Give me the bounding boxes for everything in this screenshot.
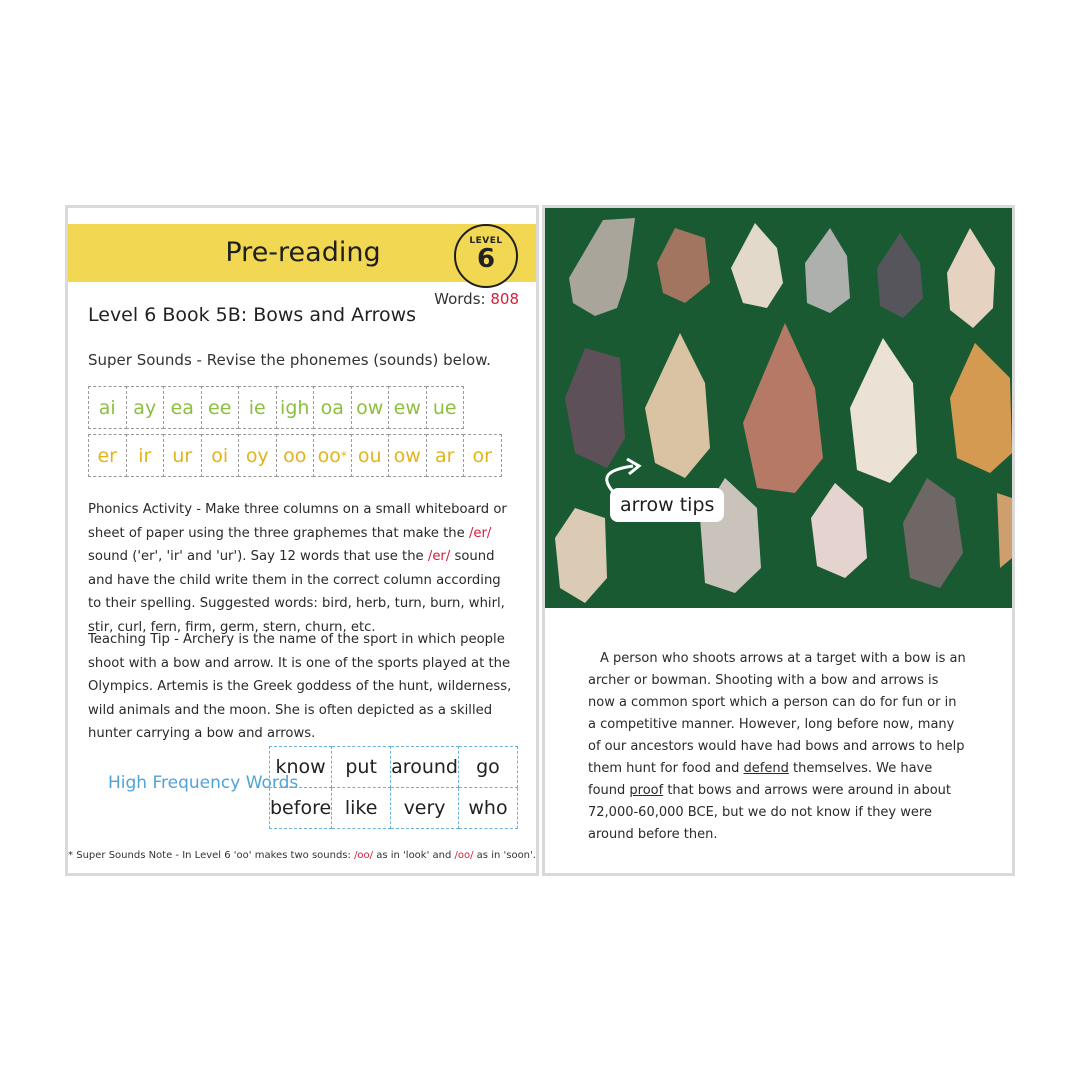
teaching-tip: Teaching Tip - Archery is the name of the sport in which people shoot with a bow and arrow. It is one of the sports played at the Olympics. Artemis is the Greek goddess of the hunt, wilderness, wild animals and the moon. She is often depicted as a skilled hunter carrying a bow and arrows.	[88, 632, 512, 741]
phoneme-text: ir	[138, 445, 152, 467]
phoneme-cell	[276, 434, 315, 477]
high-frequency-words-table	[269, 746, 518, 829]
er-phoneme: /er/	[468, 525, 492, 541]
pre-reading-page	[65, 205, 539, 876]
phoneme-cell	[313, 386, 352, 429]
phoneme-text: ea	[170, 397, 194, 419]
phoneme-cell	[426, 386, 465, 429]
arrowheads-photo	[545, 208, 1012, 608]
phoneme-cell	[163, 434, 202, 477]
story-page	[542, 205, 1015, 876]
phoneme-cell	[276, 386, 315, 429]
phoneme-text: ar	[435, 445, 455, 467]
hfw-word: go	[458, 747, 517, 788]
phoneme-cell	[351, 434, 390, 477]
phonics-text-2: sound ('er', 'ir' and 'ur'). Say 12 words that use the	[88, 549, 428, 564]
level-badge	[454, 224, 518, 288]
phoneme-cell	[163, 386, 202, 429]
phoneme-text: oa	[320, 397, 344, 419]
hfw-word: know	[270, 747, 332, 788]
footnote-text-3: as in 'soon'.	[473, 850, 536, 861]
phoneme-text: ou	[357, 445, 382, 467]
footnote-text-1: * Super Sounds Note - In Level 6 'oo' makes two sounds:	[68, 850, 355, 861]
phoneme-text: ue	[432, 397, 457, 419]
phoneme-text: ai	[98, 397, 116, 419]
word-count	[434, 290, 519, 308]
hfw-word: very	[391, 788, 459, 829]
words-label: Words:	[434, 290, 486, 308]
phoneme-cell	[88, 386, 127, 429]
phoneme-text: igh	[280, 397, 310, 419]
phoneme-cell	[126, 434, 165, 477]
hfw-word: who	[458, 788, 517, 829]
story-text-2: themselves. We have found	[588, 761, 933, 798]
asterisk-icon: *	[340, 449, 347, 463]
phoneme-text: oi	[211, 445, 229, 467]
level-number: 6	[476, 244, 496, 274]
phoneme-text: ow	[393, 445, 421, 467]
phoneme-text: ur	[172, 445, 193, 467]
arrow-tips-label: arrow tips	[610, 488, 724, 522]
level-label: LEVEL	[469, 236, 503, 246]
phoneme-cell	[201, 434, 240, 477]
phoneme-cell	[388, 434, 427, 477]
phonics-text-1: Phonics Activity - Make three columns on a small whiteboard or sheet of paper using the three graphemes that make the	[88, 502, 507, 541]
hfw-word: like	[332, 788, 391, 829]
super-sounds-footnote	[68, 850, 536, 861]
story-text-3: that bows and arrows were around in about 72,000-60,000 BCE, but we do not know if they were around before then.	[588, 783, 951, 842]
phoneme-cell	[88, 434, 127, 477]
sounds-row-green	[88, 386, 463, 429]
phoneme-cell	[388, 386, 427, 429]
phonics-text-3: sound and have the child write them in the correct column according to their spelling. Suggested words: bird, herb, turn, burn, whirl, stir, curl, fern, firm, germ, stern, churn, etc.	[88, 549, 505, 635]
phoneme-text: ay	[133, 397, 157, 419]
words-count-value: 808	[490, 290, 519, 308]
phoneme-text: ow	[356, 397, 384, 419]
phoneme-cell	[238, 386, 277, 429]
phoneme-text: or	[472, 445, 492, 467]
phoneme-text: ew	[393, 397, 421, 419]
high-frequency-words-label: High Frequency Words	[108, 773, 299, 793]
phoneme-text: er	[97, 445, 117, 467]
hfw-word: before	[270, 788, 332, 829]
hfw-word: around	[391, 747, 459, 788]
phoneme-text: ie	[248, 397, 266, 419]
footnote-text-2: as in 'look' and	[373, 850, 455, 861]
phoneme-text: ee	[208, 397, 232, 419]
oo-phoneme: /oo/	[354, 850, 374, 861]
er-phoneme: /er/	[427, 549, 451, 564]
phoneme-cell	[463, 434, 502, 477]
phonics-activity	[88, 498, 518, 639]
phoneme-text: oy	[245, 445, 269, 467]
phoneme-cell	[238, 434, 277, 477]
super-sounds-instruction: Super Sounds - Revise the phonemes (sounds) below.	[88, 351, 491, 369]
underlined-word-defend: defend	[743, 761, 789, 776]
hfw-word: put	[332, 747, 391, 788]
phoneme-text: oo	[317, 445, 341, 467]
oo-phoneme: /oo/	[454, 850, 474, 861]
story-text-1: A person who shoots arrows at a target with a bow is an archer or bowman. Shooting with a bow and arrows is now a common sport which a person can do for fun or in a competitive manner. However, long before now, many of our ancestors would have had bows and arrows to help them hunt for food and	[588, 651, 966, 776]
phoneme-cell	[313, 434, 352, 477]
phoneme-cell	[126, 386, 165, 429]
page-title: Pre-reading	[225, 237, 381, 268]
phoneme-cell	[351, 386, 390, 429]
underlined-word-proof: proof	[629, 783, 664, 798]
phoneme-cell	[426, 434, 465, 477]
sounds-row-yellow	[88, 434, 501, 477]
book-title: Level 6 Book 5B: Bows and Arrows	[88, 304, 417, 326]
phoneme-cell	[201, 386, 240, 429]
phoneme-text: oo	[283, 445, 307, 467]
story-paragraph	[588, 648, 968, 846]
